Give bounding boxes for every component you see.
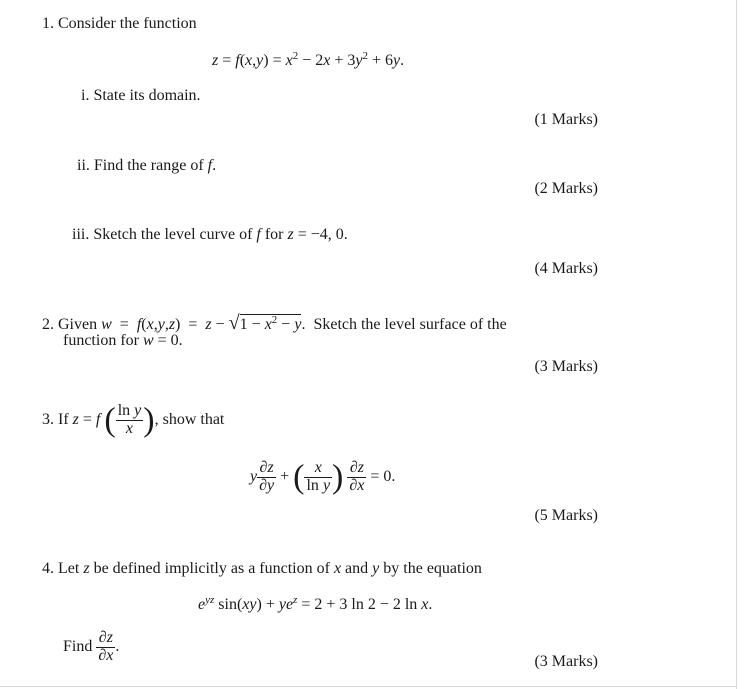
part-ii-marks: (2 Marks) (534, 180, 598, 197)
question-2-line-2: function for w = 0. (63, 332, 183, 349)
question-1-intro: Consider the function (58, 15, 197, 32)
question-1-part-iii: iii. Sketch the level curve of f for z = −4, 0. (72, 226, 348, 243)
question-2-number: 2. (42, 316, 54, 333)
question-1-equation: $z = f(x,y) = x^2 - 2x + 3y^2 + 6y$. (212, 50, 405, 69)
part-i-label: i. (81, 87, 90, 104)
part-i-text: State its domain. (93, 87, 201, 104)
question-1-heading (42, 15, 197, 33)
part-iii-label: iii. (72, 226, 90, 243)
question-1-number: 1. (42, 15, 54, 32)
part-iii-marks: (4 Marks) (534, 260, 598, 277)
question-1-part-i (81, 87, 201, 105)
question-3-marks: (5 Marks) (534, 507, 598, 524)
part-ii-label: ii. (77, 157, 90, 174)
question-3-number: 3. (42, 410, 54, 428)
question-4-marks: (3 Marks) (534, 653, 598, 670)
question-4-number: 4. (42, 560, 54, 577)
question-3-equation: y $\frac{\partial z}{\partial y}$ + ( $\frac{x}{\text{ln y}}$ ) $\frac{\partial z}{\partial x}$ = 0. (250, 458, 396, 496)
page-edge-right (736, 0, 737, 689)
page-edge-bottom (0, 686, 737, 687)
question-4-heading: 4. Let z be defined implicitly as a function of x and y by the equation (42, 560, 482, 577)
question-4-find: Find $\frac{\partial z}{\partial x}$ . (63, 629, 120, 664)
question-2-line-1: 2. Given $w = f(x,y,z) = z - √1 - x^2 - y$. Sketch the level surface of the (42, 312, 507, 334)
question-4-equation: $e^{yz}$ $\sin(xy) + ye^z = 2 + 3$ ln 2 − 2 ln x. (198, 594, 433, 613)
part-i-marks: (1 Marks) (534, 111, 598, 128)
question-1-part-ii: ii. Find the range of f. (77, 157, 217, 174)
question-2-marks: (3 Marks) (534, 358, 598, 375)
question-3-heading: 3. If z = f ( $\frac{\text{ln y}}{x}$ ), show that (42, 401, 225, 439)
